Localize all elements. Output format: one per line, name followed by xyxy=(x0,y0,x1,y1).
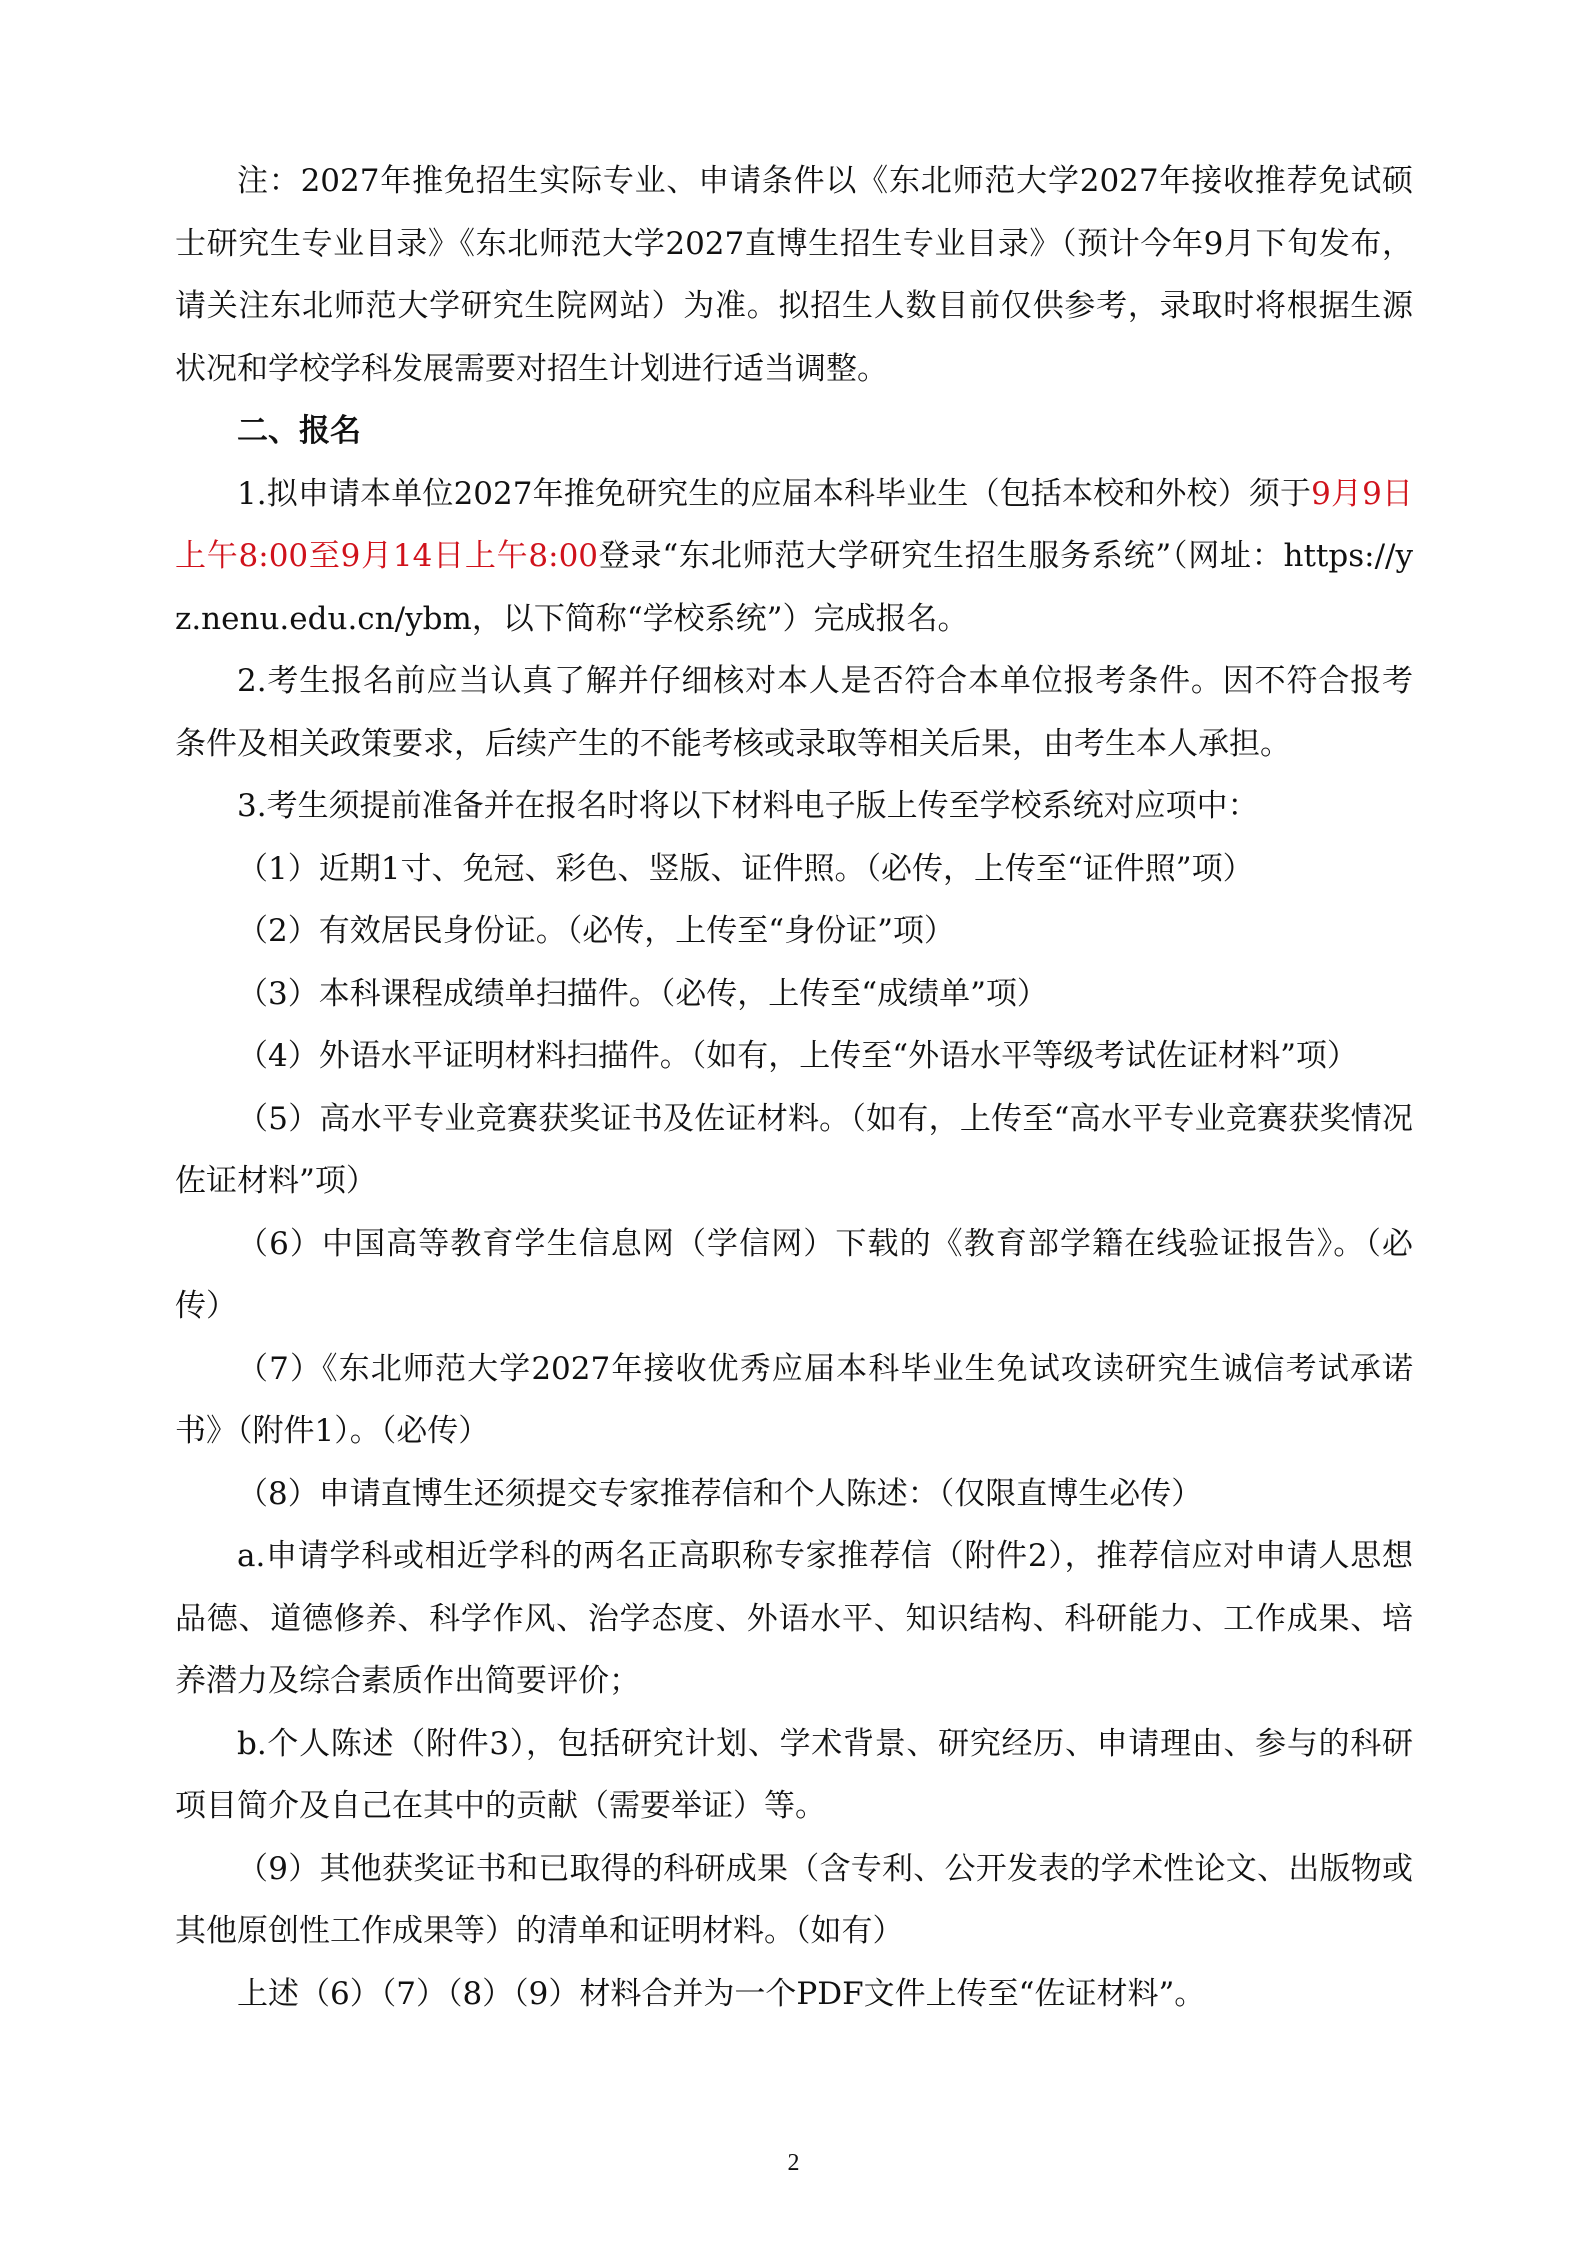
material-item-8b: b.个人陈述（附件3），包括研究计划、学术背景、研究经历、申请理由、参与的科研项目简介及自己在其中的贡献（需要举证）等。 xyxy=(175,1725,1413,1824)
item-1-paragraph xyxy=(175,463,1413,651)
material-item-8: （8）申请直博生还须提交专家推荐信和个人陈述：（仅限直博生必传） xyxy=(237,1475,1203,1512)
material-item-6: （6）中国高等教育学生信息网（学信网）下载的《教育部学籍在线验证报告》。（必传） xyxy=(175,1225,1413,1324)
item-3-paragraph: 3.考生须提前准备并在报名时将以下材料电子版上传至学校系统对应项中： xyxy=(237,788,1259,824)
item-1-text-before: 1.拟申请本单位2027年推免研究生的应届本科毕业生（包括本校和外校）须于 xyxy=(237,475,1312,512)
material-item-5: （5）高水平专业竞赛获奖证书及佐证材料。（如有，上传至“高水平专业竞赛获奖情况佐证材料”项） xyxy=(175,1100,1413,1199)
material-item-2: （2）有效居民身份证。（必传，上传至“身份证”项） xyxy=(237,913,955,949)
material-item-9: （9）其他获奖证书和已取得的科研成果（含专利、公开发表的学术性论文、出版物或其他原创性工作成果等）的清单和证明材料。（如有） xyxy=(175,1850,1413,1949)
closing-paragraph: 上述（6）（7）（8）（9）材料合并为一个PDF文件上传至“佐证材料”。 xyxy=(237,1975,1206,2012)
note-paragraph: 注：2027年推免招生实际专业、申请条件以《东北师范大学2027年接收推荐免试硕士研究生专业目录》《东北师范大学2027直博生招生专业目录》（预计今年9月下旬发布，请关注东北师范大学研究生院网站）为准。拟招生人数目前仅供参考，录取时将根据生源状况和学校学科发展需要对招生计划进行适当调整。 xyxy=(175,163,1413,387)
material-item-4: （4）外语水平证明材料扫描件。（如有，上传至“外语水平等级考试佐证材料”项） xyxy=(237,1038,1358,1074)
item-1-text-after: 登录“东北师范大学研究生招生服务系统”（网址：https://yz.nenu.edu.cn/ybm，以下简称“学校系统”）完成报名。 xyxy=(175,538,1413,637)
material-item-3: （3）本科课程成绩单扫描件。（必传，上传至“成绩单”项） xyxy=(237,975,1048,1012)
item-2-paragraph: 2.考生报名前应当认真了解并仔细核对本人是否符合本单位报考条件。因不符合报考条件及相关政策要求，后续产生的不能考核或录取等相关后果，由考生本人承担。 xyxy=(175,663,1413,762)
registration-date-range: 9月9日上午8:00至9月14日上午8:00 xyxy=(175,475,1413,574)
material-item-8a: a.申请学科或相近学科的两名正高职称专家推荐信（附件2），推荐信应对申请人思想品德、道德修养、科学作风、治学态度、外语水平、知识结构、科研能力、工作成果、培养潜力及综合素质作出简要评价； xyxy=(175,1538,1413,1699)
section-heading-registration: 二、报名 xyxy=(237,413,361,449)
page-number: 2 xyxy=(787,2150,800,2176)
document-body xyxy=(175,150,1413,2025)
material-item-7: （7）《东北师范大学2027年接收优秀应届本科毕业生免试攻读研究生诚信考试承诺书》（附件1）。（必传） xyxy=(175,1350,1413,1449)
material-item-1: （1）近期1寸、免冠、彩色、竖版、证件照。（必传，上传至“证件照”项） xyxy=(237,850,1254,887)
